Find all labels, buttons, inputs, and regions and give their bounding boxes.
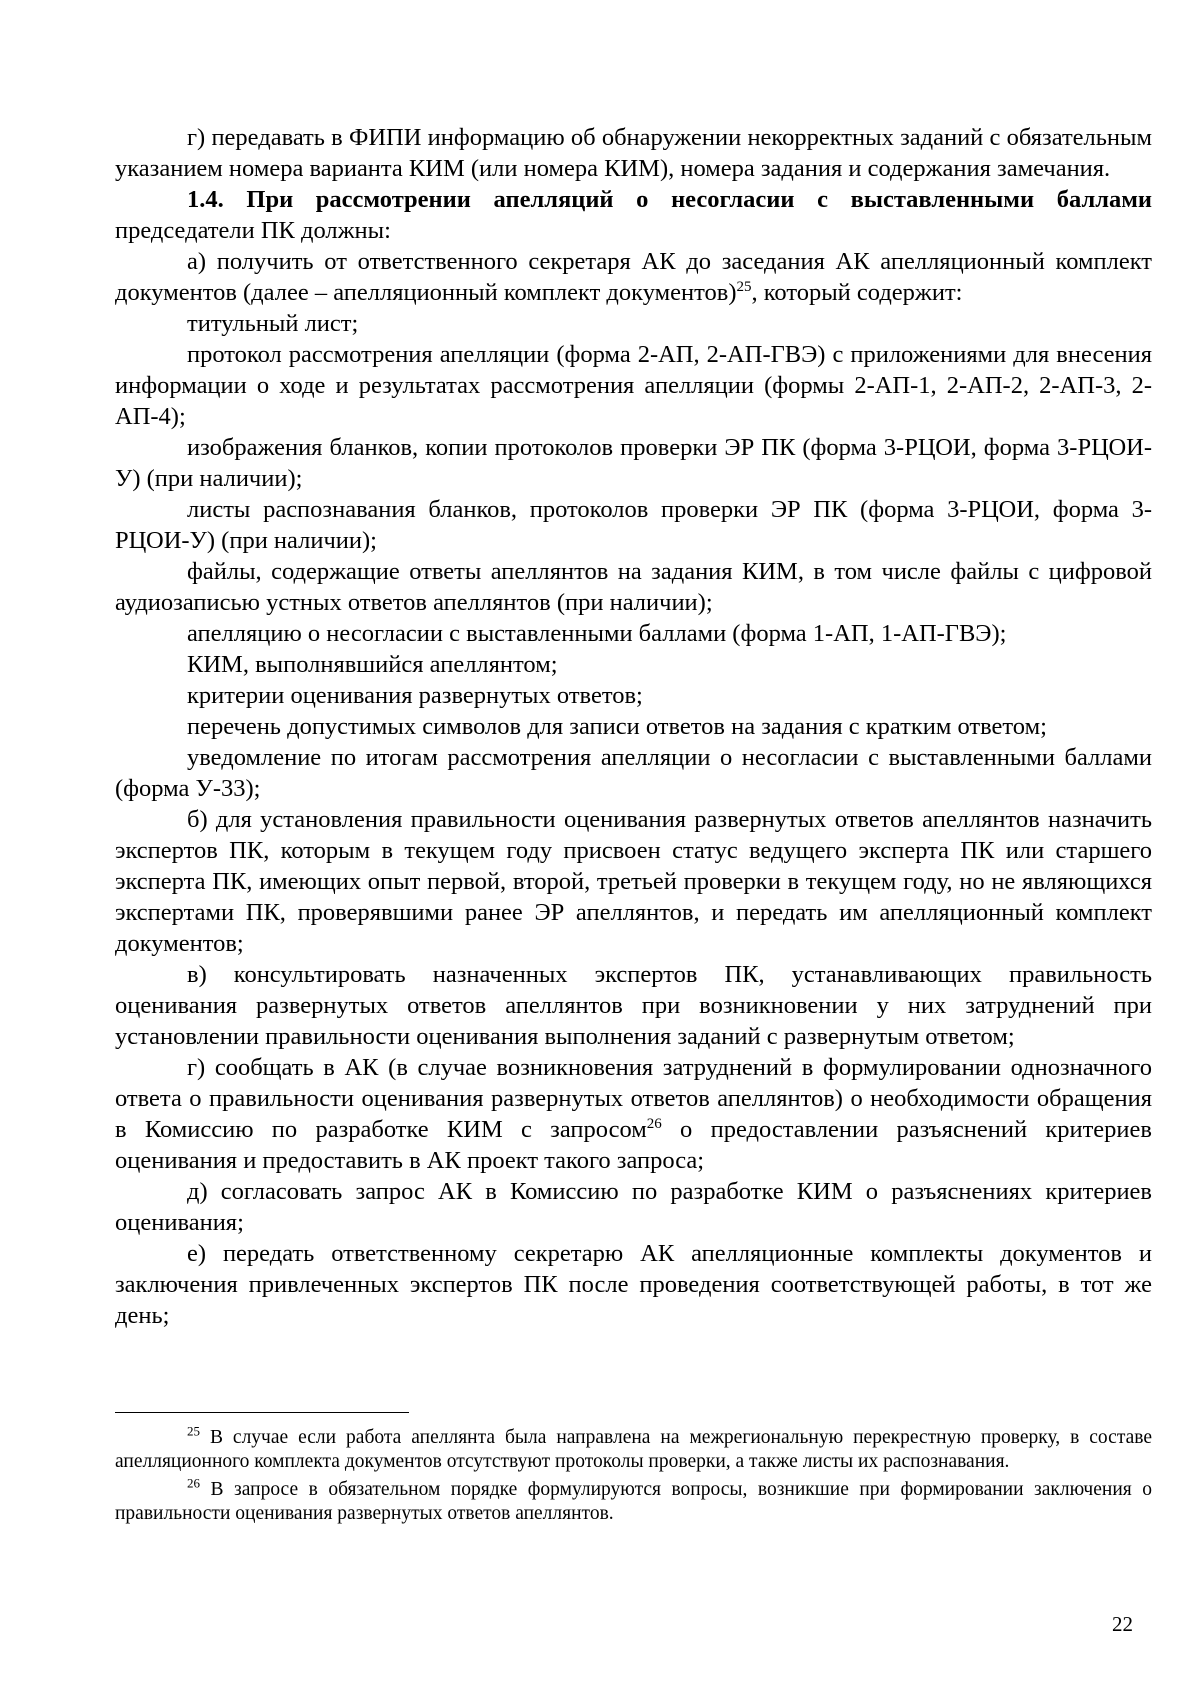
paragraph-text: о предоставлении разъяснений критериев оценивания и предоставить в АК проект такого запроса; — [115, 1116, 1152, 1174]
section-heading: 1.4. При рассмотрении апелляций о несогласии с выставленными баллами — [187, 186, 1152, 213]
paragraph-text: , который содержит: — [751, 279, 963, 306]
list-item: титульный лист; — [187, 310, 359, 337]
list-item: листы распознавания бланков, протоколов проверки ЭР ПК (форма 3-РЦОИ, форма 3-РЦОИ-У) (при наличии); — [115, 496, 1152, 554]
footnote-mark: 26 — [187, 1475, 200, 1491]
list-item: КИМ, выполнявшийся апеллянтом; — [187, 651, 558, 678]
list-item: апелляцию о несогласии с выставленными баллами (форма 1-АП, 1-АП-ГВЭ); — [187, 620, 1007, 647]
page-number: 22 — [1112, 1612, 1133, 1636]
paragraph-text: г) сообщать в АК (в случае возникновения затруднений в формулировании однозначного ответа о правильности оценивания развернутых ответов апеллянтов) о необходимости обращения в Комиссию по разработке КИМ с запросом — [115, 1054, 1152, 1143]
paragraph — [115, 1052, 1152, 1176]
footnote-ref: 26 — [646, 1115, 662, 1132]
footnote-text: В запросе в обязательном порядке формулируются вопросы, возникшие при формировании заключения о правильности оценивания развернутых ответов апеллянтов. — [115, 1479, 1152, 1524]
list-item: протокол рассмотрения апелляции (форма 2-АП, 2-АП-ГВЭ) с приложениями для внесения информации о ходе и результатах рассмотрения апелляции (формы 2-АП-1, 2-АП-2, 2-АП-3, 2-АП-4); — [115, 341, 1152, 430]
paragraph-text: а) получить от ответственного секретаря АК до заседания АК апелляционный комплект документов (далее – апелляционный комплект документов) — [115, 248, 1152, 306]
paragraph: е) передать ответственному секретарю АК апелляционные комплекты документов и заключения привлеченных экспертов ПК после проведения соответствующей работы, в тот же день; — [115, 1240, 1152, 1329]
paragraph: д) согласовать запрос АК в Комиссию по разработке КИМ о разъяснениях критериев оценивания; — [115, 1178, 1152, 1236]
paragraph: б) для установления правильности оценивания развернутых ответов апеллянтов назначить экспертов ПК, которым в текущем году присвоен статус ведущего эксперта ПК или старшего эксперта ПК, имеющих опыт первой, второй, третьей проверки в текущем году, но не являющихся экспертами ПК, проверявшими ранее ЭР апеллянтов, и передать им апелляционный комплект документов; — [115, 806, 1152, 957]
paragraph — [115, 246, 1152, 308]
footnotes — [115, 1423, 1152, 1530]
document-body — [115, 122, 1152, 1331]
footnote-ref: 25 — [736, 278, 752, 295]
list-item: критерии оценивания развернутых ответов; — [187, 682, 643, 709]
footnote-separator — [115, 1412, 409, 1413]
footnote — [115, 1475, 1152, 1526]
list-item: изображения бланков, копии протоколов проверки ЭР ПК (форма 3-РЦОИ, форма 3-РЦОИ-У) (при наличии); — [115, 434, 1152, 492]
footnote-mark: 25 — [187, 1423, 200, 1439]
paragraph-text: председатели ПК должны: — [115, 217, 391, 244]
section-heading-paragraph — [115, 184, 1152, 246]
paragraph: в) консультировать назначенных экспертов ПК, устанавливающих правильность оценивания развернутых ответов апеллянтов при возникновении у них затруднений при установлении правильности оценивания выполнения заданий с развернутым ответом; — [115, 961, 1152, 1050]
footnote-text: В случае если работа апеллянта была направлена на межрегиональную перекрестную проверку, в составе апелляционного комплекта документов отсутствуют протоколы проверки, а также листы их распознавания. — [115, 1427, 1152, 1472]
paragraph: г) передавать в ФИПИ информацию об обнаружении некорректных заданий с обязательным указанием номера варианта КИМ (или номера КИМ), номера задания и содержания замечания. — [115, 124, 1152, 182]
list-item: перечень допустимых символов для записи ответов на задания с кратким ответом; — [187, 713, 1047, 740]
footnote — [115, 1423, 1152, 1474]
list-item: уведомление по итогам рассмотрения апелляции о несогласии с выставленными баллами (форма У-33); — [115, 744, 1152, 802]
list-item: файлы, содержащие ответы апеллянтов на задания КИМ, в том числе файлы с цифровой аудиозаписью устных ответов апеллянтов (при наличии); — [115, 558, 1152, 616]
